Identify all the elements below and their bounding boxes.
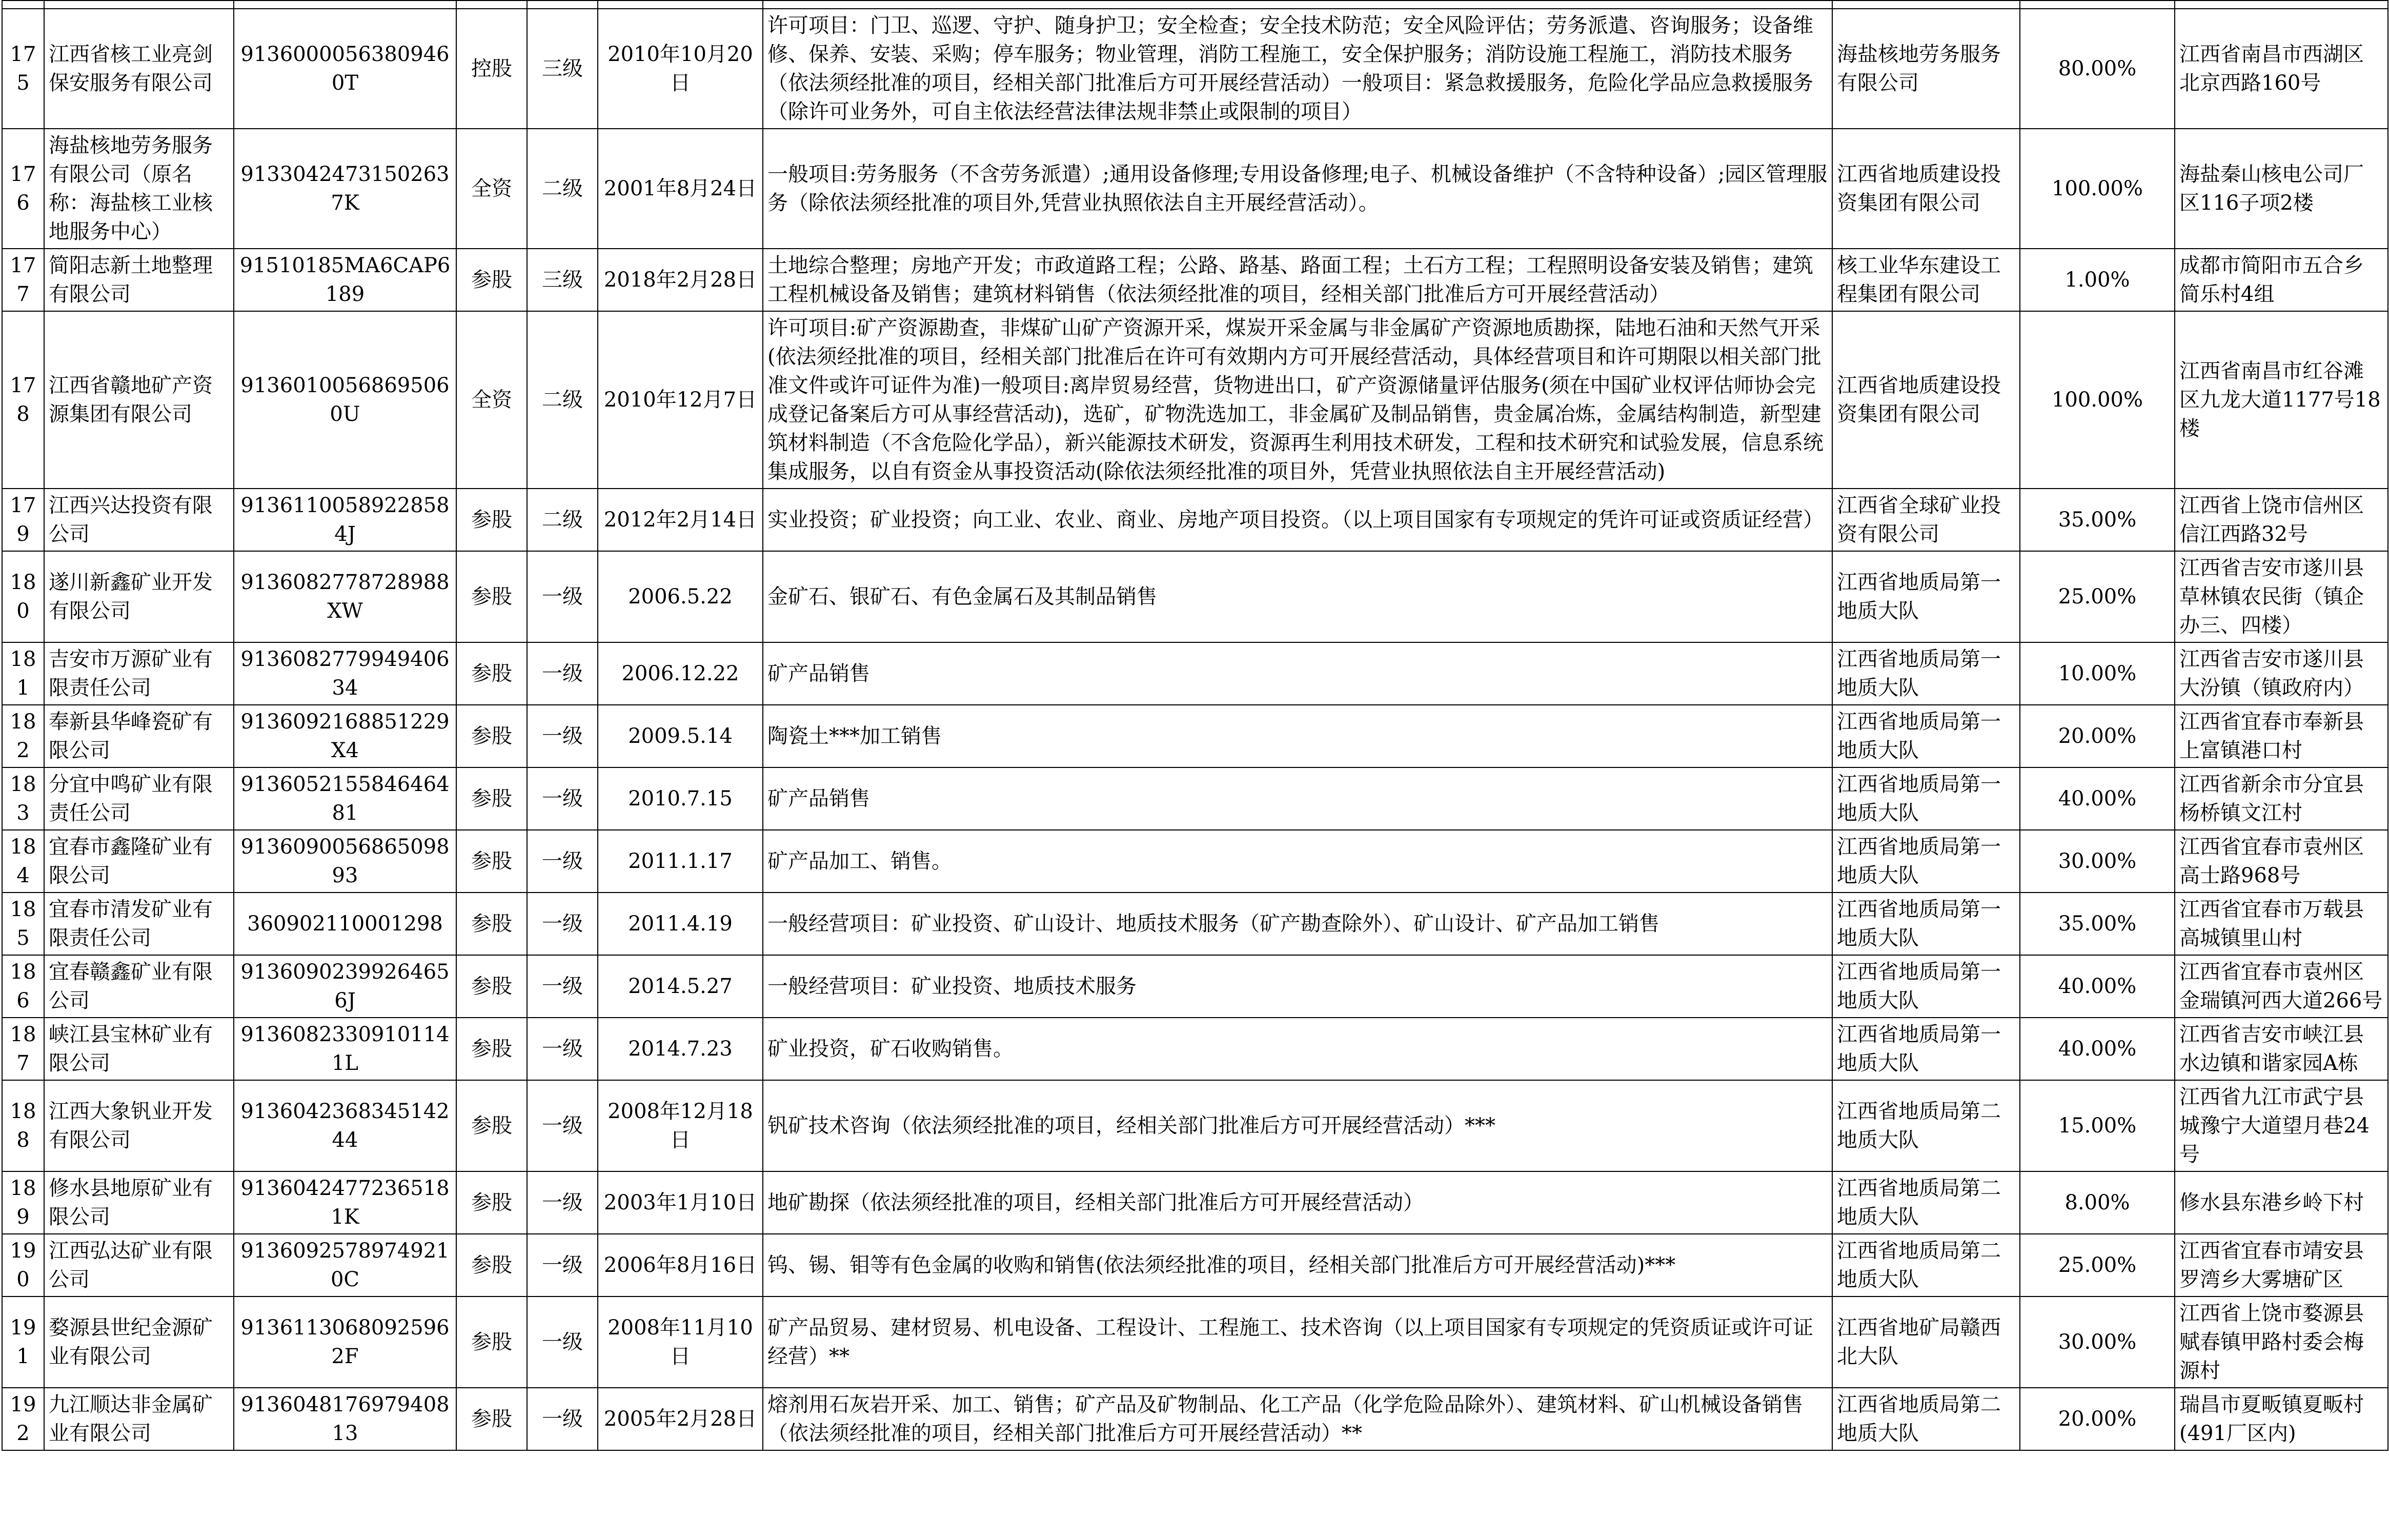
ownership-type: 全资 <box>456 311 527 489</box>
holder-name: 江西省地质局第一地质大队 <box>1832 893 2020 955</box>
holder-name: 江西省地质局第二地质大队 <box>1832 1171 2020 1234</box>
share-ratio: 100.00% <box>2020 129 2175 249</box>
table-row <box>2 1171 2388 1234</box>
row-number: 187 <box>2 1018 44 1080</box>
business-scope: 地矿勘探（依法须经批准的项目，经相关部门批准后方可开展经营活动） <box>763 1171 1832 1234</box>
holder-name: 江西省地矿局赣西北大队 <box>1832 1296 2020 1388</box>
establish-date: 2009.5.14 <box>598 705 763 767</box>
credit-code: 91330424731502637K <box>234 129 456 249</box>
establish-date: 2014.7.23 <box>598 1018 763 1080</box>
ownership-type: 参股 <box>456 489 527 551</box>
holder-name: 江西省地质建设投资集团有限公司 <box>1832 129 2020 249</box>
table-row <box>2 551 2388 642</box>
share-ratio: 40.00% <box>2020 1018 2175 1080</box>
ownership-type: 参股 <box>456 642 527 705</box>
business-scope: 一般经营项目：矿业投资、地质技术服务 <box>763 955 1832 1018</box>
ownership-type: 参股 <box>456 1171 527 1234</box>
establish-date: 2018年2月28日 <box>598 249 763 311</box>
establish-date: 2011.4.19 <box>598 893 763 955</box>
enterprise-level: 一级 <box>527 830 598 893</box>
credit-code: 91360000563809460T <box>234 9 456 129</box>
address: 成都市简阳市五合乡简乐村4组 <box>2175 249 2388 311</box>
share-ratio: 20.00% <box>2020 1388 2175 1450</box>
holder-name: 江西省地质局第二地质大队 <box>1832 1388 2020 1450</box>
company-name: 江西兴达投资有限公司 <box>44 489 234 551</box>
holder-name: 核工业华东建设工程集团有限公司 <box>1832 249 2020 311</box>
holder-name: 江西省地质局第二地质大队 <box>1832 1234 2020 1296</box>
credit-code: 91360521558464648​1 <box>234 767 456 830</box>
company-name: 九江顺达非金属矿业有限公司 <box>44 1388 234 1450</box>
establish-date: 2010年10月20日 <box>598 9 763 129</box>
holder-name: 江西省地质局第一地质大队 <box>1832 767 2020 830</box>
establish-date: 2006年8月16日 <box>598 1234 763 1296</box>
holder-name: 海盐核地劳务服务有限公司 <box>1832 9 2020 129</box>
ownership-type: 参股 <box>456 249 527 311</box>
row-number: 183 <box>2 767 44 830</box>
share-ratio: 20.00% <box>2020 705 2175 767</box>
table-row <box>2 129 2388 249</box>
share-ratio: 40.00% <box>2020 955 2175 1018</box>
enterprise-level: 一级 <box>527 893 598 955</box>
ownership-type: 参股 <box>456 1388 527 1450</box>
business-scope: 矿产品销售 <box>763 642 1832 705</box>
row-number: 182 <box>2 705 44 767</box>
holder-name: 江西省地质局第一地质大队 <box>1832 642 2020 705</box>
address: 江西省宜春市袁州区高士路968号 <box>2175 830 2388 893</box>
row-number: 188 <box>2 1080 44 1171</box>
establish-date: 2010.7.15 <box>598 767 763 830</box>
table-row <box>2 1234 2388 1296</box>
holder-name: 江西省地质局第二地质大队 <box>1832 1080 2020 1171</box>
table-row <box>2 642 2388 705</box>
address: 江西省南昌市西湖区北京西路160号 <box>2175 9 2388 129</box>
address: 江西省宜春市万载县高城镇里山村 <box>2175 893 2388 955</box>
business-scope: 许可项目：门卫、巡逻、守护、随身护卫；安全检查；安全技术防范；安全风险评估；劳务派遣、咨询服务；设备维修、保养、安装、采购；停车服务；物业管理，消防工程施工，安全保护服务；消防设施工程施工，消防技术服务（依法须经批准的项目，经相关部门批准后方可开展经营活动）一般项目：紧急救援服务，危险化学品应急救援服务（除许可业务外，可自主依法经营法律法规非禁止或限制的项目） <box>763 9 1832 129</box>
company-name: 遂川新鑫矿业开发有限公司 <box>44 551 234 642</box>
company-name: 分宜中鸣矿业有限责任公司 <box>44 767 234 830</box>
address: 江西省吉安市遂川县大汾镇（镇政府内） <box>2175 642 2388 705</box>
business-scope: 钨、锡、钼等有色金属的收购和销售(依法须经批准的项目，经相关部门批准后方可开展经营活动)*** <box>763 1234 1832 1296</box>
establish-date: 2003年1月10日 <box>598 1171 763 1234</box>
business-scope: 一般经营项目：矿业投资、矿山设计、地质技术服务（矿产勘查除外）、矿山设计、矿产品加工销售 <box>763 893 1832 955</box>
row-number: 178 <box>2 311 44 489</box>
enterprise-table <box>2 0 2388 1451</box>
company-name: 修水县地原矿业有限公司 <box>44 1171 234 1234</box>
enterprise-level: 二级 <box>527 129 598 249</box>
credit-code: 91360481769794081​3 <box>234 1388 456 1450</box>
company-name: 宜春市鑫隆矿业有限公司 <box>44 830 234 893</box>
row-number: 191 <box>2 1296 44 1388</box>
table-row <box>2 1388 2388 1450</box>
address: 江西省宜春市袁州区金瑞镇河西大道266号 <box>2175 955 2388 1018</box>
row-number: 184 <box>2 830 44 893</box>
business-scope: 陶瓷土***加工销售 <box>763 705 1832 767</box>
holder-name: 江西省地质局第一地质大队 <box>1832 1018 2020 1080</box>
share-ratio: 100.00% <box>2020 311 2175 489</box>
establish-date: 2012年2月14日 <box>598 489 763 551</box>
address: 江西省上饶市婺源县赋春镇甲路村委会梅源村 <box>2175 1296 2388 1388</box>
holder-name: 江西省地质局第一地质大队 <box>1832 705 2020 767</box>
establish-date: 2006.5.22 <box>598 551 763 642</box>
enterprise-level: 一级 <box>527 642 598 705</box>
row-number: 181 <box>2 642 44 705</box>
share-ratio: 35.00% <box>2020 489 2175 551</box>
address: 修水县东港乡岭下村 <box>2175 1171 2388 1234</box>
enterprise-level: 三级 <box>527 9 598 129</box>
table-row <box>2 705 2388 767</box>
company-name: 江西大象钒业开发有限公司 <box>44 1080 234 1171</box>
business-scope: 矿产品销售 <box>763 767 1832 830</box>
row-number: 185 <box>2 893 44 955</box>
business-scope: 土地综合整理；房地产开发；市政道路工程；公路、路基、路面工程；土石方工程；工程照明设备安装及销售；建筑工程机械设备及销售；建筑材料销售（依法须经批准的项目，经相关部门批准后方可开展经营活动） <box>763 249 1832 311</box>
row-number: 186 <box>2 955 44 1018</box>
establish-date: 2006.12.22 <box>598 642 763 705</box>
row-number: 176 <box>2 129 44 249</box>
enterprise-level: 一级 <box>527 551 598 642</box>
ownership-type: 参股 <box>456 1018 527 1080</box>
company-name: 婺源县世纪金源矿业有限公司 <box>44 1296 234 1388</box>
table-row <box>2 767 2388 830</box>
address: 江西省宜春市奉新县上富镇港口村 <box>2175 705 2388 767</box>
holder-name: 江西省地质局第一地质大队 <box>1832 551 2020 642</box>
company-name: 江西省核工业亮剑保安服务有限公司 <box>44 9 234 129</box>
ownership-type: 控股 <box>456 9 527 129</box>
ownership-type: 参股 <box>456 955 527 1018</box>
address: 瑞昌市夏畈镇夏畈村(491厂区内) <box>2175 1388 2388 1450</box>
ownership-type: 参股 <box>456 767 527 830</box>
share-ratio: 15.00% <box>2020 1080 2175 1171</box>
share-ratio: 35.00% <box>2020 893 2175 955</box>
enterprise-level: 三级 <box>527 249 598 311</box>
business-scope: 一般项目:劳务服务（不含劳务派遣）;通用设备修理;专用设备修理;电子、机械设备维护（不含特种设备）;园区管理服务（除依法须经批准的项目外,凭营业执照依法自主开展经营活动）。 <box>763 129 1832 249</box>
enterprise-level: 一级 <box>527 955 598 1018</box>
address: 江西省新余市分宜县杨桥镇文江村 <box>2175 767 2388 830</box>
credit-code: 913609216885122​9X4 <box>234 705 456 767</box>
credit-code: 91360823309101141L <box>234 1018 456 1080</box>
ownership-type: 参股 <box>456 705 527 767</box>
ownership-type: 参股 <box>456 1296 527 1388</box>
credit-code: 91360423683451424​4 <box>234 1080 456 1171</box>
credit-code: 91360100568695060U <box>234 311 456 489</box>
table-row <box>2 830 2388 893</box>
company-name: 江西弘达矿业有限公司 <box>44 1234 234 1296</box>
table-row <box>2 1080 2388 1171</box>
credit-code: 360902110001298 <box>234 893 456 955</box>
table-row-stub <box>2 1 2388 9</box>
holder-name: 江西省地质建设投资集团有限公司 <box>1832 311 2020 489</box>
holder-name: 江西省地质局第一地质大队 <box>1832 830 2020 893</box>
credit-code: 9136082778728988XW <box>234 551 456 642</box>
share-ratio: 25.00% <box>2020 1234 2175 1296</box>
address: 江西省吉安市峡江县水边镇和谐家园A栋 <box>2175 1018 2388 1080</box>
enterprise-level: 二级 <box>527 489 598 551</box>
table-row <box>2 955 2388 1018</box>
credit-code: 91361100589228584J <box>234 489 456 551</box>
credit-code: 91510185MA6CAP6189 <box>234 249 456 311</box>
establish-date: 2001年8月24日 <box>598 129 763 249</box>
share-ratio: 40.00% <box>2020 767 2175 830</box>
enterprise-level: 一级 <box>527 1018 598 1080</box>
company-name: 峡江县宝林矿业有限公司 <box>44 1018 234 1080</box>
company-name: 吉安市万源矿业有限责任公司 <box>44 642 234 705</box>
address: 江西省上饶市信州区信江西路32号 <box>2175 489 2388 551</box>
table-row <box>2 9 2388 129</box>
holder-name: 江西省地质局第一地质大队 <box>1832 955 2020 1018</box>
enterprise-level: 一级 <box>527 767 598 830</box>
address: 江西省南昌市红谷滩区九龙大道1177号18楼 <box>2175 311 2388 489</box>
row-number: 190 <box>2 1234 44 1296</box>
row-number: 189 <box>2 1171 44 1234</box>
ownership-type: 参股 <box>456 1234 527 1296</box>
business-scope: 实业投资；矿业投资；向工业、农业、商业、房地产项目投资。（以上项目国家有专项规定的凭许可证或资质证经营） <box>763 489 1832 551</box>
share-ratio: 1.00% <box>2020 249 2175 311</box>
business-scope: 熔剂用石灰岩开采、加工、销售；矿产品及矿物制品、化工产品（化学危险品除外）、建筑材料、矿山机械设备销售（依法须经批准的项目，经相关部门批准后方可开展经营活动）** <box>763 1388 1832 1450</box>
business-scope: 矿业投资，矿石收购销售。 <box>763 1018 1832 1080</box>
share-ratio: 25.00% <box>2020 551 2175 642</box>
credit-code: 91360900568650989​3 <box>234 830 456 893</box>
row-number: 192 <box>2 1388 44 1450</box>
credit-code: 91361130680925962F <box>234 1296 456 1388</box>
table-row <box>2 311 2388 489</box>
business-scope: 许可项目:矿产资源勘查，非煤矿山矿产资源开采，煤炭开采金属与非金属矿产资源地质勘探，陆地石油和天然气开采(依法须经批准的项目，经相关部门批准后在许可有效期内方可开展经营活动，具体经营项目和许可期限以相关部门批准文件或许可证件为准)一般项目:离岸贸易经营，货物进出口，矿产资源储量评估服务(须在中国矿业权评估师协会完成登记备案后方可从事经营活动)，选矿，矿物洗选加工，非金属矿及制品销售，贵金属冶炼，金属结构制造，新型建筑材料制造（不含危险化学品），新兴能源技术研发，资源再生利用技术研发，工程和技术研究和试验发展，信息系统集成服务，以自有资金从事投资活动(除依法须经批准的项目外，凭营业执照依法自主开展经营活动) <box>763 311 1832 489</box>
row-number: 175 <box>2 9 44 129</box>
row-number: 177 <box>2 249 44 311</box>
table-row <box>2 1296 2388 1388</box>
address: 江西省吉安市遂川县草林镇农民街（镇企办三、四楼） <box>2175 551 2388 642</box>
ownership-type: 全资 <box>456 129 527 249</box>
establish-date: 2008年11月10日 <box>598 1296 763 1388</box>
company-name: 宜春赣鑫矿业有限公司 <box>44 955 234 1018</box>
company-name: 简阳志新土地整理有限公司 <box>44 249 234 311</box>
establish-date: 2010年12月7日 <box>598 311 763 489</box>
share-ratio: 30.00% <box>2020 1296 2175 1388</box>
table-row <box>2 489 2388 551</box>
credit-code: 91360827799494063​4 <box>234 642 456 705</box>
enterprise-level: 一级 <box>527 705 598 767</box>
enterprise-level: 一级 <box>527 1388 598 1450</box>
company-name: 江西省赣地矿产资源集团有限公司 <box>44 311 234 489</box>
enterprise-level: 一级 <box>527 1234 598 1296</box>
table-row <box>2 1018 2388 1080</box>
row-number: 179 <box>2 489 44 551</box>
share-ratio: 80.00% <box>2020 9 2175 129</box>
table-row <box>2 249 2388 311</box>
establish-date: 2011.1.17 <box>598 830 763 893</box>
holder-name: 江西省全球矿业投资有限公司 <box>1832 489 2020 551</box>
company-name: 奉新县华峰瓷矿有限公司 <box>44 705 234 767</box>
ownership-type: 参股 <box>456 1080 527 1171</box>
share-ratio: 30.00% <box>2020 830 2175 893</box>
credit-code: 91360902399264656J <box>234 955 456 1018</box>
enterprise-level: 一级 <box>527 1296 598 1388</box>
credit-code: 91360424772365181K <box>234 1171 456 1234</box>
address: 海盐秦山核电公司厂区116子项2楼 <box>2175 129 2388 249</box>
establish-date: 2008年12月18日 <box>598 1080 763 1171</box>
business-scope: 矿产品加工、销售。 <box>763 830 1832 893</box>
ownership-type: 参股 <box>456 893 527 955</box>
enterprise-level: 一级 <box>527 1080 598 1171</box>
business-scope: 金矿石、银矿石、有色金属石及其制品销售 <box>763 551 1832 642</box>
ownership-type: 参股 <box>456 551 527 642</box>
business-scope: 矿产品贸易、建材贸易、机电设备、工程设计、工程施工、技术咨询（以上项目国家有专项规定的凭资质证或许可证经营）** <box>763 1296 1832 1388</box>
ownership-type: 参股 <box>456 830 527 893</box>
share-ratio: 10.00% <box>2020 642 2175 705</box>
row-number: 180 <box>2 551 44 642</box>
credit-code: 91360925789749210C <box>234 1234 456 1296</box>
table-row <box>2 893 2388 955</box>
address: 江西省九江市武宁县城豫宁大道望月巷24号 <box>2175 1080 2388 1171</box>
company-name: 海盐核地劳务服务有限公司（原名称：海盐核工业核地服务中心） <box>44 129 234 249</box>
table-body <box>2 1 2388 1450</box>
establish-date: 2014.5.27 <box>598 955 763 1018</box>
company-name: 宜春市清发矿业有限责任公司 <box>44 893 234 955</box>
address: 江西省宜春市靖安县罗湾乡大雾塘矿区 <box>2175 1234 2388 1296</box>
enterprise-level: 一级 <box>527 1171 598 1234</box>
establish-date: 2005年2月28日 <box>598 1388 763 1450</box>
enterprise-level: 二级 <box>527 311 598 489</box>
share-ratio: 8.00% <box>2020 1171 2175 1234</box>
business-scope: 钒矿技术咨询（依法须经批准的项目，经相关部门批准后方可开展经营活动）*** <box>763 1080 1832 1171</box>
